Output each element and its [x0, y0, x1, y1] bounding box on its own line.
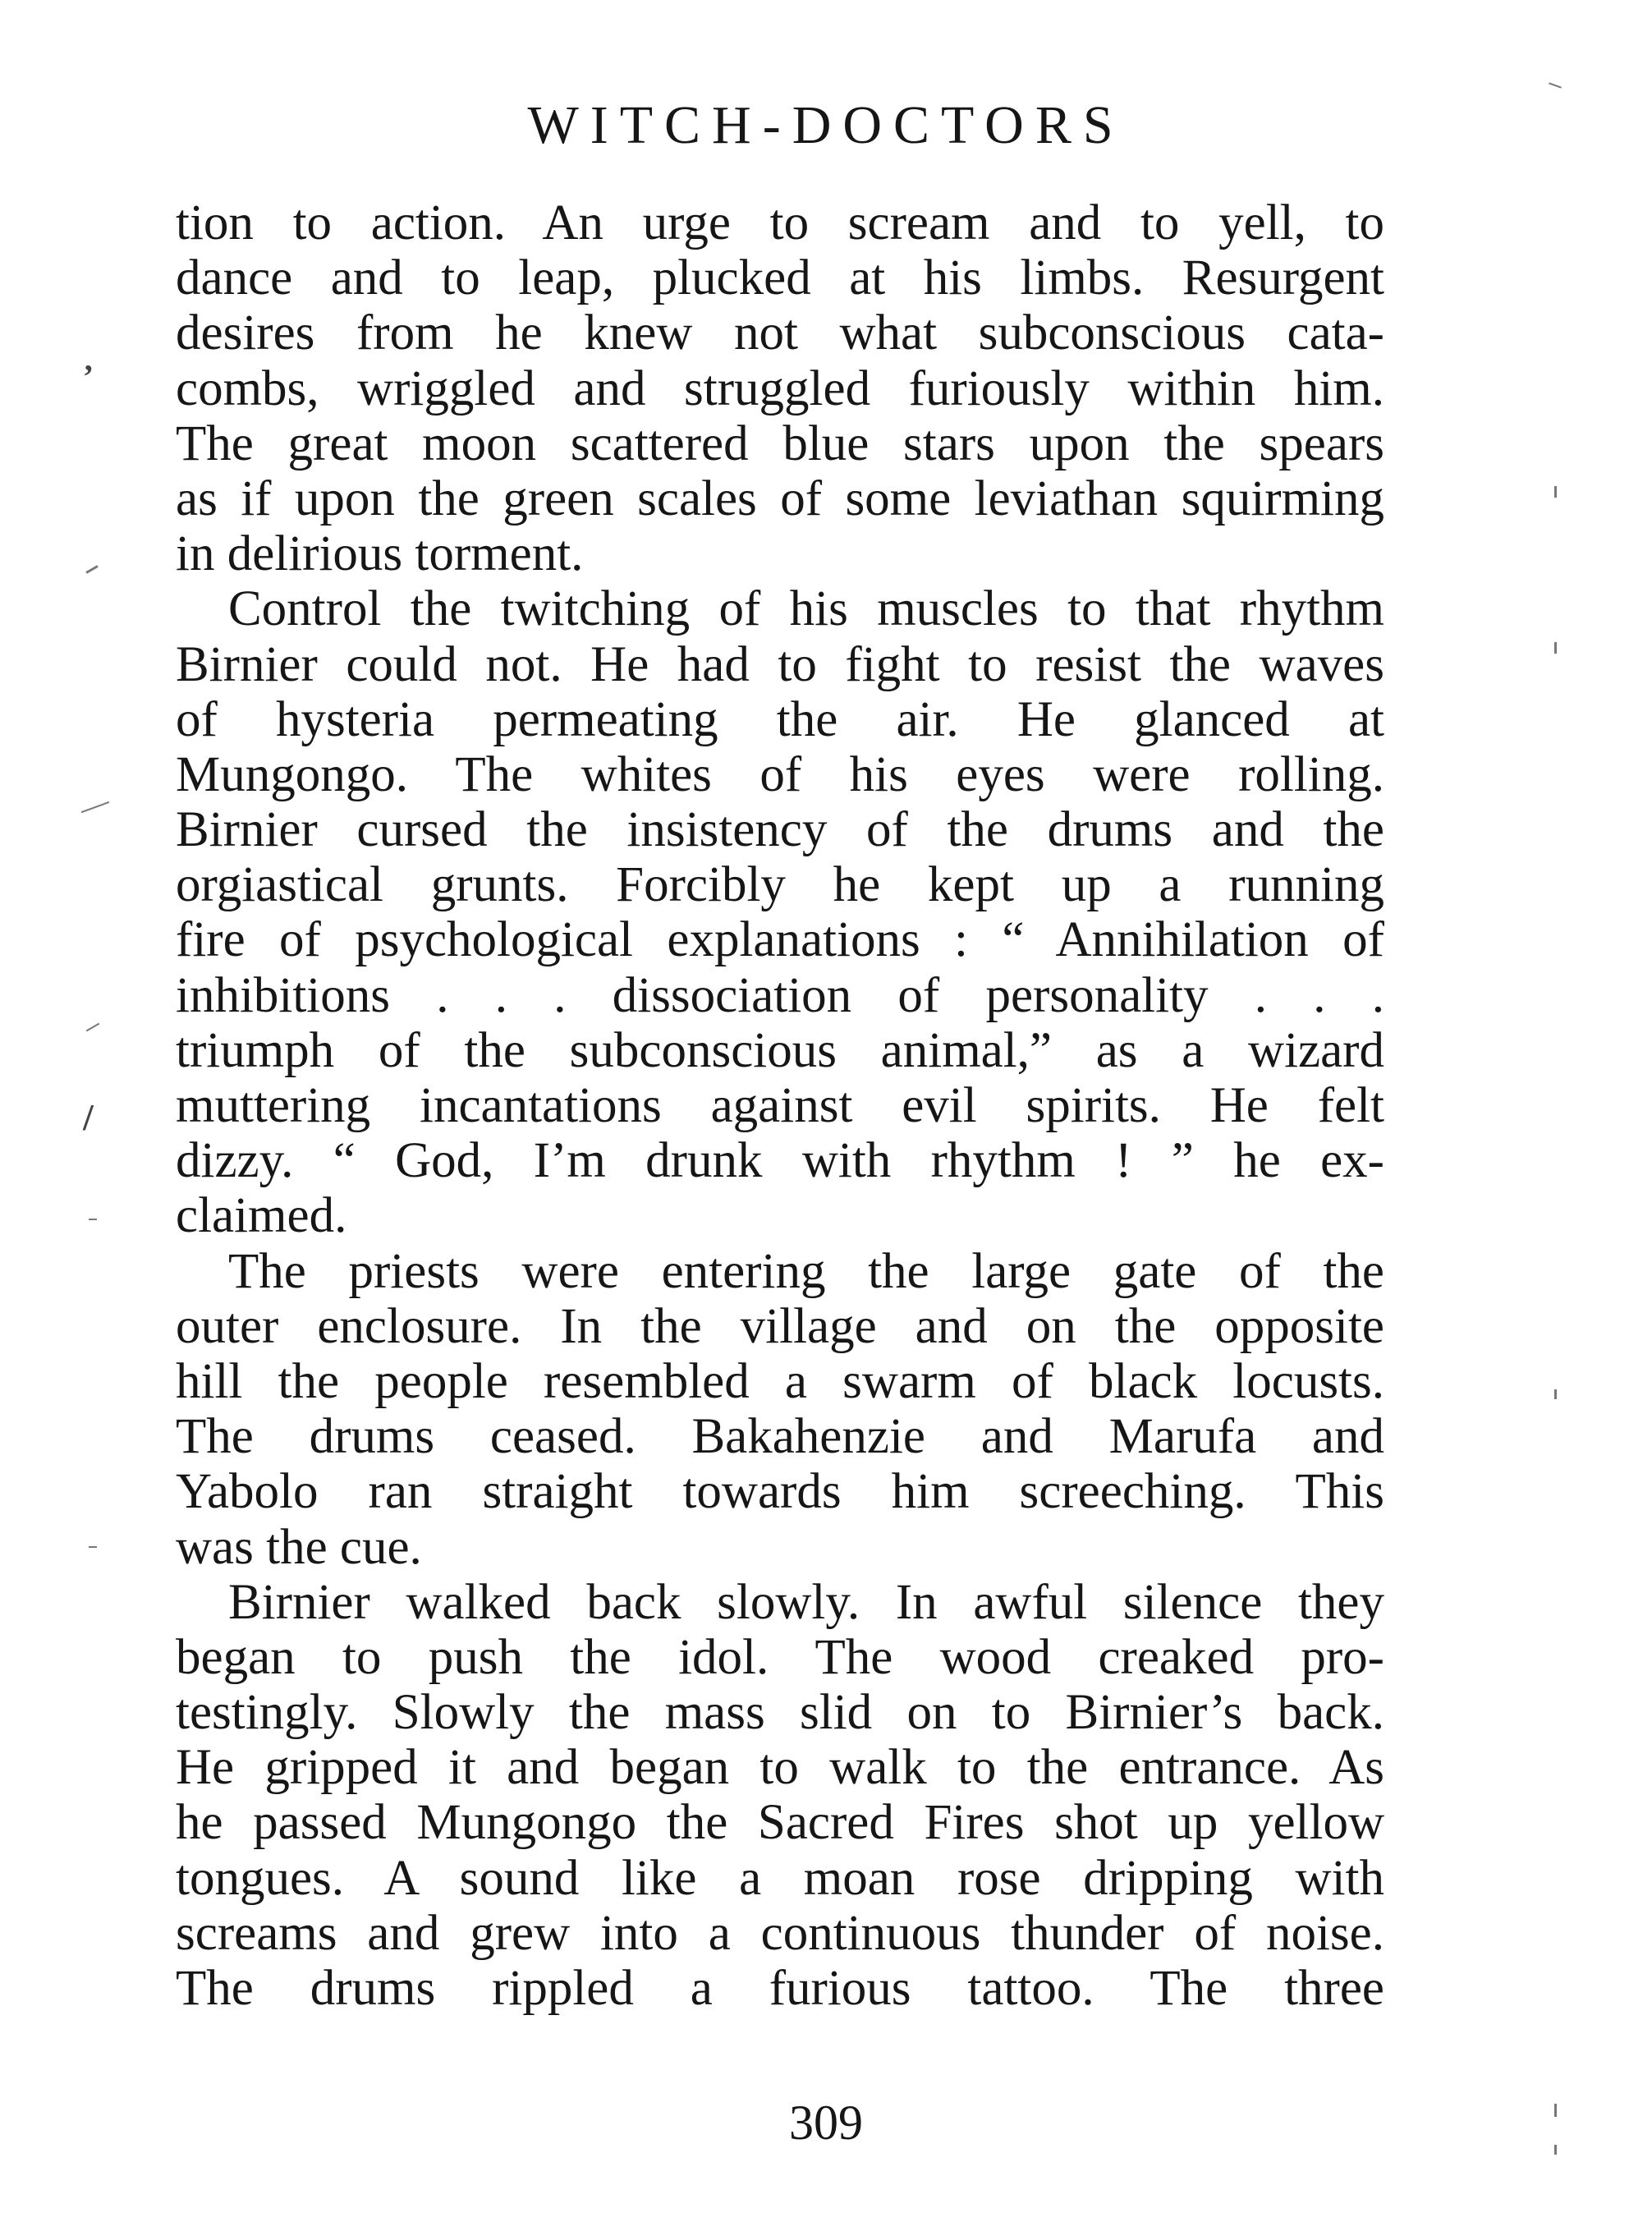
- text-line: testingly. Slowly the mass slid on to Birnier’s back.: [176, 1685, 1384, 1741]
- text-line: tion to action. An urge to scream and to yell, to: [176, 195, 1384, 250]
- paragraph: [176, 195, 1384, 581]
- text-line: tongues. A sound like a moan rose dripping with: [176, 1850, 1384, 1906]
- scan-mark: [86, 1023, 100, 1032]
- text-line: fire of psychological explanations : “ Annihilation of: [176, 912, 1384, 968]
- text-line: dizzy. “ God, I’m drunk with rhythm ! ” he ex-: [176, 1133, 1384, 1189]
- text-line: The drums ceased. Bakahenzie and Marufa and: [176, 1409, 1384, 1465]
- text-line: screams and grew into a continuous thunder of noise.: [176, 1905, 1384, 1961]
- scan-mark: [1554, 1389, 1557, 1399]
- scan-mark: [1554, 642, 1557, 654]
- text-line: Birnier walked back slowly. In awful silence they: [228, 1574, 1384, 1630]
- scan-speck: /: [83, 1096, 94, 1138]
- text-line: dance and to leap, plucked at his limbs. Resurgent: [176, 250, 1384, 306]
- paragraph: [176, 581, 1384, 1243]
- text-line: The great moon scattered blue stars upon the spears: [176, 415, 1384, 471]
- scan-mark: [1554, 2145, 1557, 2155]
- scan-mark: [1554, 486, 1557, 498]
- text-line: combs, wriggled and struggled furiously within him.: [176, 360, 1384, 416]
- text-line: Yabolo ran straight towards him screeching. This: [176, 1464, 1384, 1520]
- text-line: Birnier could not. He had to fight to resist the waves: [176, 636, 1384, 692]
- scan-speck: ‚: [83, 341, 94, 378]
- text-line: Mungongo. The whites of his eyes were rolling.: [176, 746, 1384, 802]
- text-line: desires from he knew not what subconscious cata-: [176, 305, 1384, 361]
- page-number: 309: [789, 2096, 863, 2150]
- text-line: outer enclosure. In the village and on the opposite: [176, 1298, 1384, 1354]
- text-line: began to push the idol. The wood creaked pro-: [176, 1629, 1384, 1685]
- scan-mark: [81, 801, 110, 813]
- text-line: in delirious torment.: [176, 526, 584, 582]
- text-line: The drums rippled a furious tattoo. The three: [176, 1961, 1384, 2016]
- scan-mark: [1554, 2104, 1557, 2117]
- text-line: was the cue.: [176, 1519, 422, 1575]
- text-line: inhibitions . . . dissociation of personality . . .: [176, 967, 1384, 1023]
- text-line: Control the twitching of his muscles to that rhythm: [228, 581, 1384, 637]
- text-line: Birnier cursed the insistency of the drums and the: [176, 802, 1384, 858]
- running-head: WITCH-DOCTORS: [527, 95, 1125, 155]
- scan-mark: [85, 565, 98, 574]
- paragraph: [176, 1244, 1384, 1575]
- text-line: he passed Mungongo the Sacred Fires shot up yellow: [176, 1795, 1384, 1851]
- text-line: hill the people resembled a swarm of black locusts.: [176, 1353, 1384, 1409]
- text-line: muttering incantations against evil spirits. He felt: [176, 1078, 1384, 1133]
- text-line: as if upon the green scales of some leviathan squirming: [176, 471, 1384, 526]
- text-line: orgiastical grunts. Forcibly he kept up a running: [176, 857, 1384, 913]
- body-text: [176, 195, 1384, 2016]
- text-line: triumph of the subconscious animal,” as a wizard: [176, 1022, 1384, 1078]
- paragraph: [176, 1575, 1384, 2017]
- text-line: He gripped it and began to walk to the entrance. As: [176, 1740, 1384, 1796]
- text-line: The priests were entering the large gate of the: [228, 1243, 1384, 1299]
- scan-mark: [1549, 82, 1562, 88]
- text-line: of hysteria permeating the air. He glanced at: [176, 691, 1384, 747]
- text-line: claimed.: [176, 1188, 347, 1244]
- scan-mark: [89, 1219, 97, 1220]
- scan-mark: [89, 1546, 97, 1548]
